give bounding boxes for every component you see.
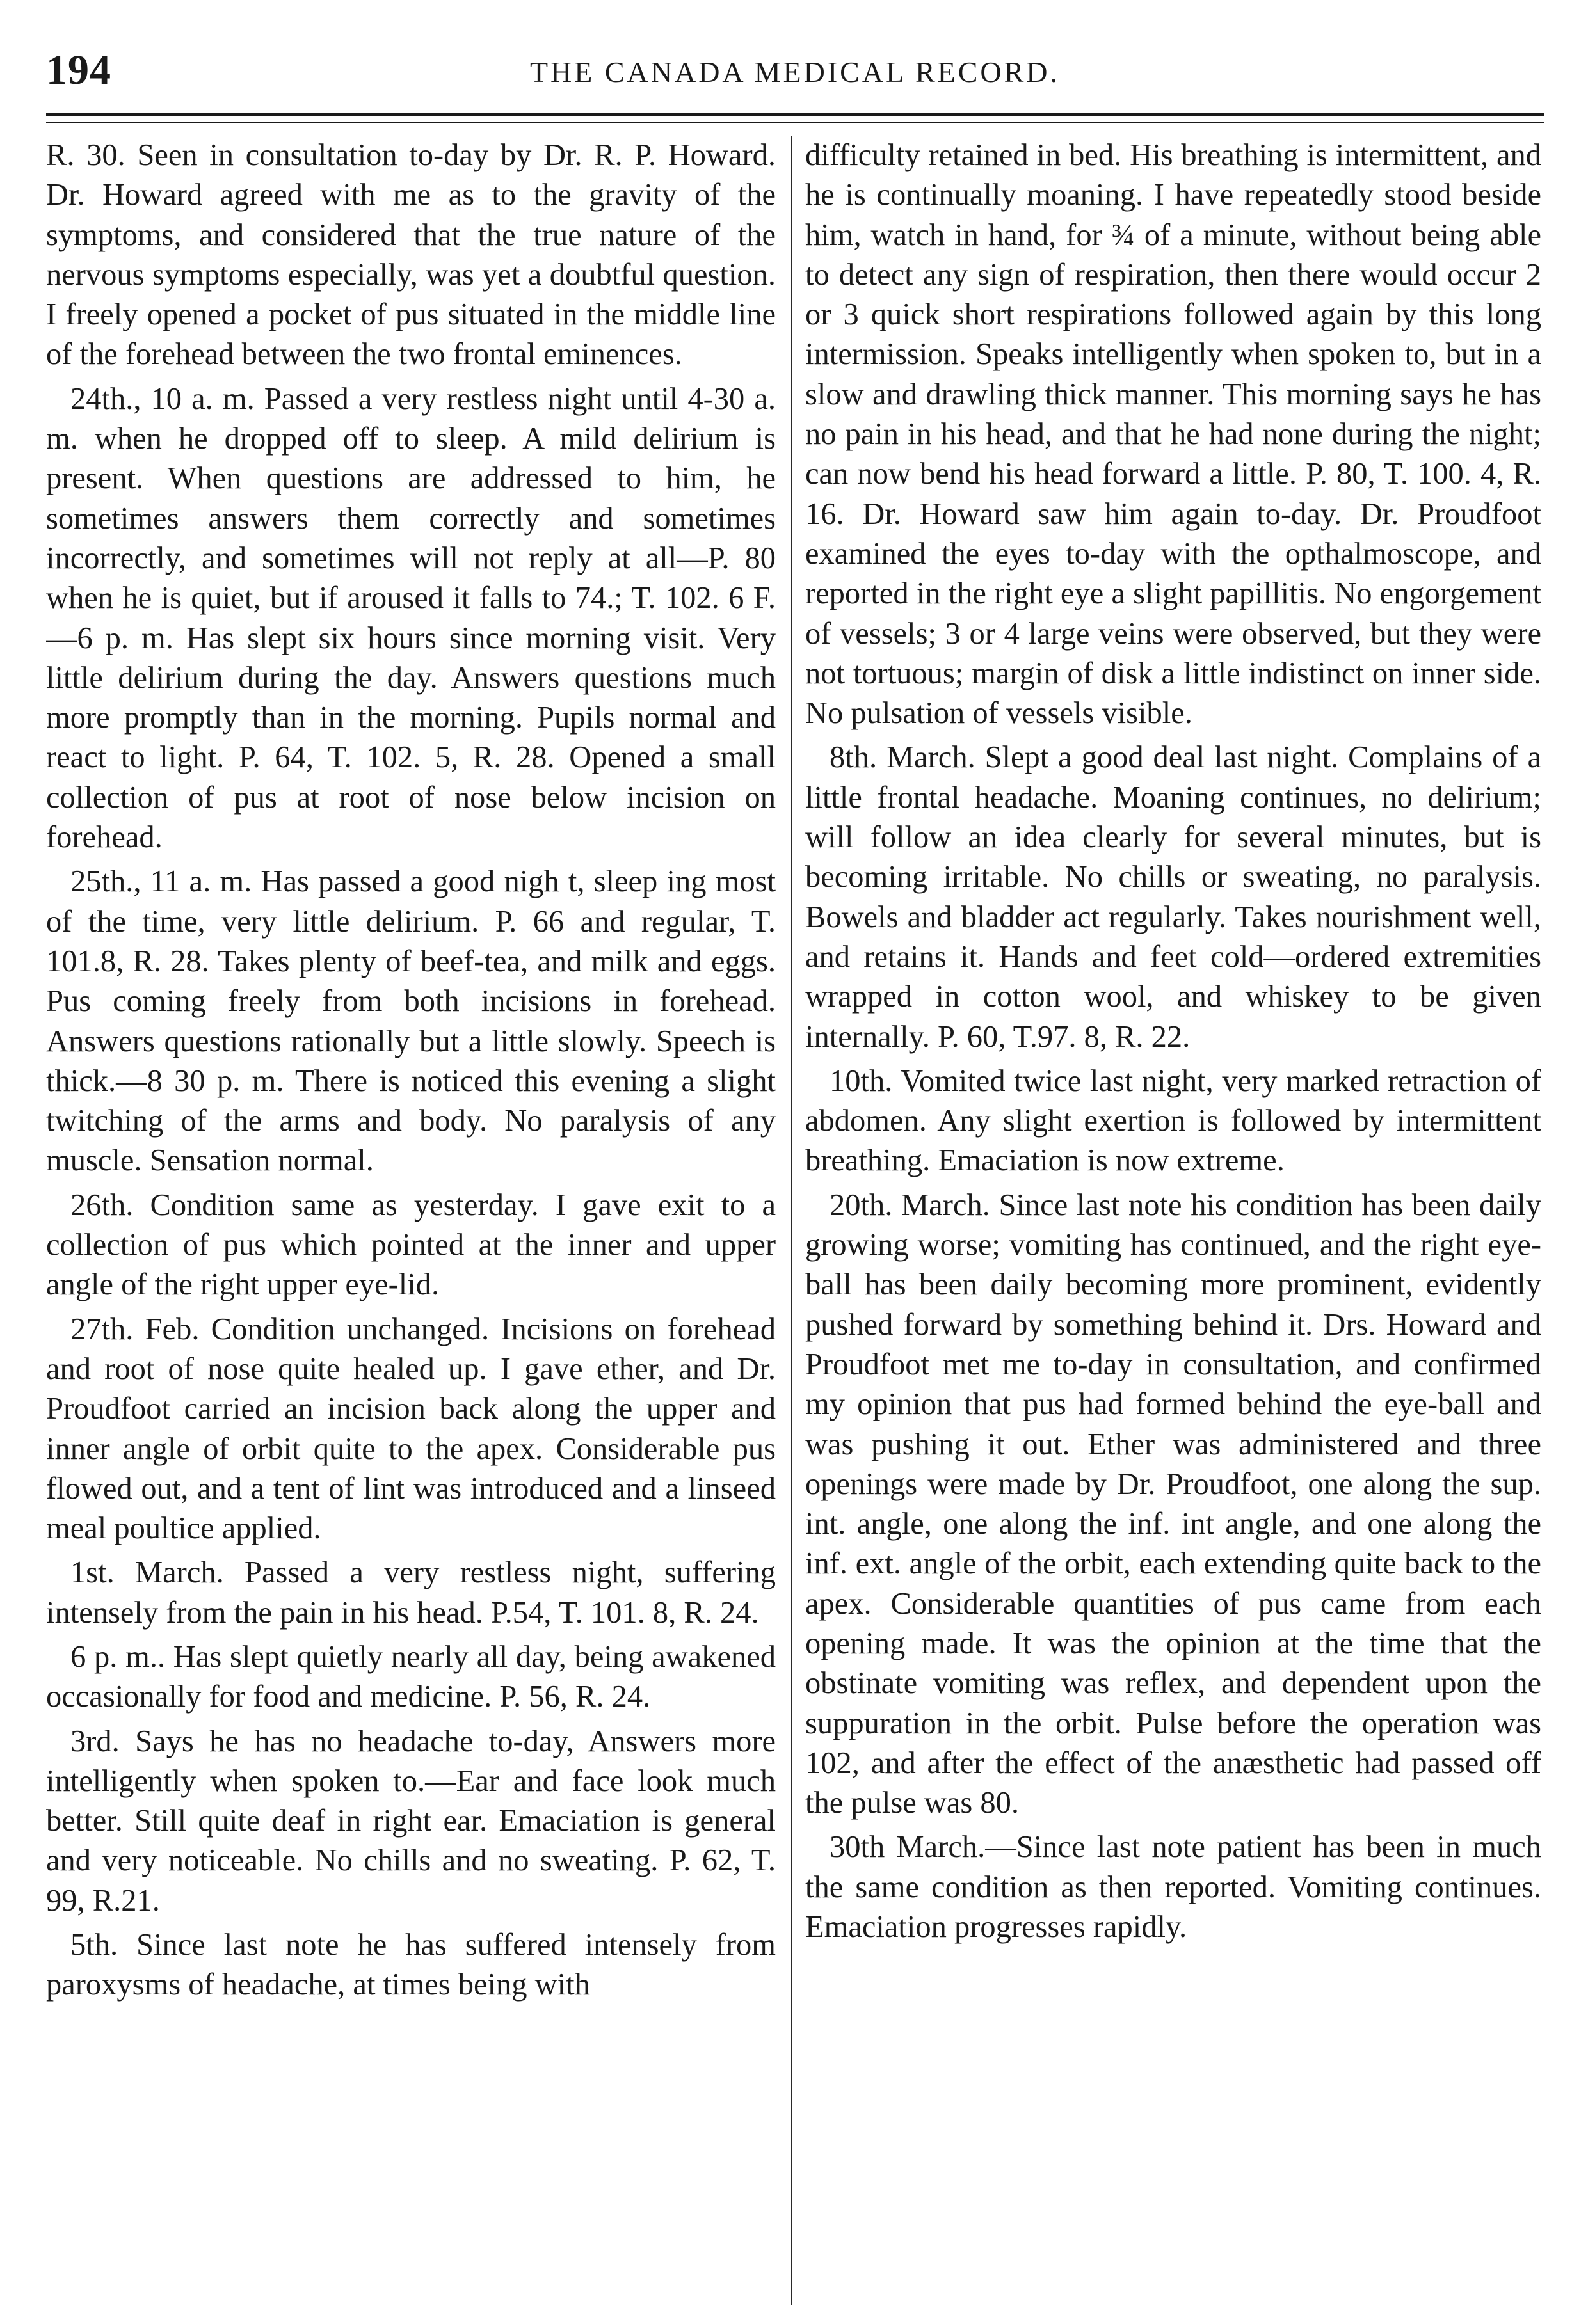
header-rule-thick — [46, 113, 1544, 116]
right-column — [805, 136, 1541, 2311]
paragraph: 25th., 11 a. m. Has passed a good nigh t, sleep ing most of the time, very little delirium. P. 66 and regular, T. 101.8, R. 28. Takes plenty of beef-tea, and milk and eggs. Pus coming freely from both incisions in forehead. Answers questions rationally but a little slowly. Speech is thick.—8 30 p. m. There is noticed this evening a slight twitching of the arms and body. No paralysis of any muscle. Sensation normal. — [46, 864, 776, 1178]
paragraph: 6 p. m.. Has slept quietly nearly all day, being awakened occasionally for food and medicine. P. 56, R. 24. — [46, 1639, 776, 1714]
page-number: 194 — [46, 47, 111, 93]
paragraph: 30th March.—Since last note patient has been in much the same condition as then reported. Vomiting continues. Emaciation progresses rapidly. — [805, 1830, 1541, 1945]
page-header — [46, 36, 1544, 106]
paragraph: 8th. March. Slept a good deal last night. Complains of a little frontal headache. Moaning continues, no delirium; will follow an idea clearly for several minutes, but is becoming irritable. No chills or sweating, no paralysis. Bowels and bladder act regularly. Takes nourishment well, and retains it. Hands and feet cold—ordered extremities wrapped in cotton wool, and whiskey to be given internally. P. 60, T.97. 8, R. 22. — [805, 740, 1541, 1054]
paragraph: 3rd. Says he has no headache to-day, Answers more intelligently when spoken to.—Ear and face look much better. Still quite deaf in right ear. Emaciation is general and very noticeable. No chills and no sweating. P. 62, T. 99, R.21. — [46, 1724, 776, 1918]
paragraph: difficulty retained in bed. His breathing is intermittent, and he is continually moaning. I have repeatedly stood beside him, watch in hand, for ¾ of a minute, without being able to detect any sign of respiration, then there would occur 2 or 3 quick short respirations followed again by this long intermission. Speaks intelligently when spoken to, but in a slow and drawling thick manner. This morning says he has no pain in his head, and that he had none during the night; can now bend his head forward a little. P. 80, T. 100. 4, R. 16. Dr. Howard saw him again to-day. Dr. Proudfoot examined the eyes to-day with the opthalmoscope, and reported in the right eye a slight papillitis. No engorgement of vessels; 3 or 4 large veins were observed, but they were not tortuous; margin of disk a little indistinct on inner side. No pulsation of vessels visible. — [805, 138, 1541, 731]
running-title: THE CANADA MEDICAL RECORD. — [529, 56, 1061, 88]
left-column — [46, 136, 776, 2311]
column-divider — [791, 136, 792, 2305]
paragraph: 26th. Condition same as yesterday. I gave exit to a collection of pus which pointed at the inner and upper angle of the right upper eye-lid. — [46, 1188, 776, 1302]
paragraph: 1st. March. Passed a very restless night, suffering intensely from the pain in his head. P.54, T. 101. 8, R. 24. — [46, 1556, 776, 1630]
paragraph: 5th. Since last note he has suffered intensely from paroxysms of headache, at times being with — [46, 1928, 776, 2002]
paragraph: 27th. Feb. Condition unchanged. Incisions on forehead and root of nose quite healed up. I gave ether, and Dr. Proudfoot carried an incision back along the upper and inner angle of orbit quite to the apex. Considerable pus flowed out, and a tent of lint was introduced and a linseed meal poultice applied. — [46, 1312, 776, 1546]
paragraph: 24th., 10 a. m. Passed a very restless night until 4-30 a. m. when he dropped off to sleep. A mild delirium is present. When questions are addressed to him, he sometimes answers them correctly and sometimes incorrectly, and sometimes will not reply at all—P. 80 when he is quiet, but if aroused it falls to 74.; T. 102. 6 F.—6 p. m. Has slept six hours since morning visit. Very little delirium during the day. Answers questions much more promptly than in the morning. Pupils normal and react to light. P. 64, T. 102. 5, R. 28. Opened a small collection of pus at root of nose below incision on forehead. — [46, 381, 776, 855]
paragraph: 10th. Vomited twice last night, very marked retraction of abdomen. Any slight exertion is followed by intermittent breathing. Emaciation is now extreme. — [805, 1063, 1541, 1178]
paragraph: R. 30. Seen in consultation to-day by Dr. R. P. Howard. Dr. Howard agreed with me as to the gravity of the symptoms, and considered that the true nature of the nervous symptoms especially, was yet a doubtful question. I freely opened a pocket of pus situated in the middle line of the forehead between the two frontal eminences. — [46, 138, 776, 372]
paragraph: 20th. March. Since last note his condition has been daily growing worse; vomiting has continued, and the right eye-ball has been daily becoming more prominent, evidently pushed forward by something behind it. Drs. Howard and Proudfoot met me to-day in consultation, and confirmed my opinion that pus had formed behind the eye-ball and was pushing it out. Ether was administered and three openings were made by Dr. Proudfoot, one along the sup. int. angle, one along the inf. int angle, and one along the inf. ext. angle of the orbit, each extending quite back to the apex. Considerable quantities of pus came from each opening made. It was the opinion at the time that the obstinate vomiting was reflex, and dependent upon the suppuration in the orbit. Pulse before the operation was 102, and after the effect of the anæsthetic had passed off the pulse was 80. — [805, 1188, 1541, 1820]
header-rule-thin — [46, 122, 1544, 123]
